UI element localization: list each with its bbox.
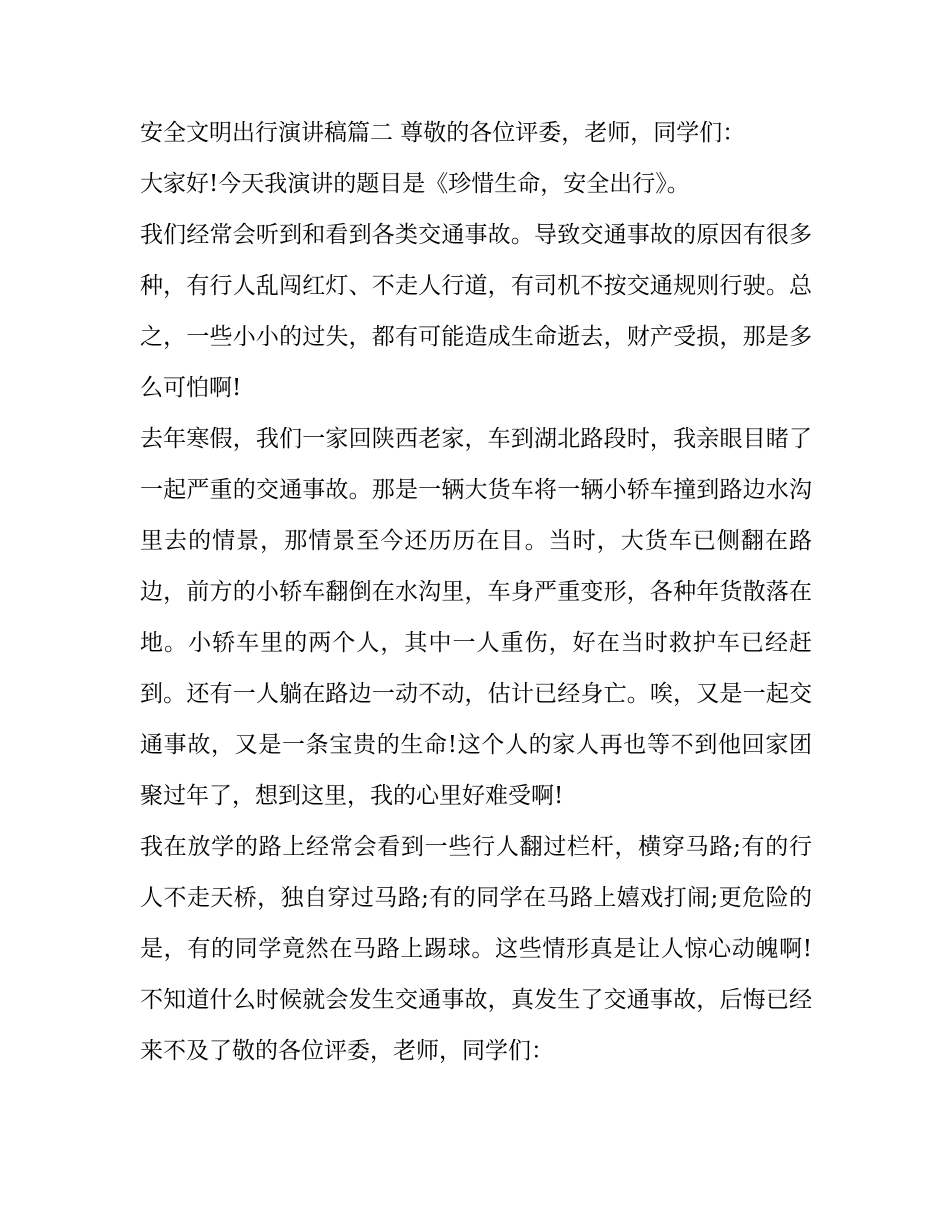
paragraph-school-road: 我在放学的路上经常会看到一些行人翻过栏杆，横穿马路;有的行人不走天桥，独自穿过马路;有的同学在马路上嬉戏打闹;更危险的是，有的同学竟然在马路上踢球。这些情形真是让人惊心动魄啊!不知道什么时候就会发生交通事故，真发生了交通事故，后悔已经来不及了敬的各位评委，老师，同学们：	[140, 834, 812, 1064]
speech-text	[140, 108, 812, 1077]
paragraph-opening: 大家好!今天我演讲的题目是《珍惜生命，安全出行》。	[140, 171, 690, 197]
paragraph-accident-causes: 我们经常会听到和看到各类交通事故。导致交通事故的原因有很多种，有行人乱闯红灯、不走人行道，有司机不按交通规则行驶。总之，一些小小的过失，都有可能造成生命逝去，财产受损，那是多么可怕啊!	[140, 222, 812, 401]
paragraph-title-greeting: 安全文明出行演讲稿篇二 尊敬的各位评委，老师，同学们：	[140, 120, 746, 146]
paragraph-winter-story: 去年寒假，我们一家回陕西老家，车到湖北路段时，我亲眼目睹了一起严重的交通事故。那是一辆大货车将一辆小轿车撞到路边水沟里去的情景，那情景至今还历历在目。当时，大货车已侧翻在路边，前方的小轿车翻倒在水沟里，车身严重变形，各种年货散落在地。小轿车里的两个人，其中一人重伤，好在当时救护车已经赶到。还有一人躺在路边一动不动，估计已经身亡。唉，又是一起交通事故，又是一条宝贵的生命!这个人的家人再也等不到他回家团聚过年了，想到这里，我的心里好难受啊!	[140, 426, 812, 809]
